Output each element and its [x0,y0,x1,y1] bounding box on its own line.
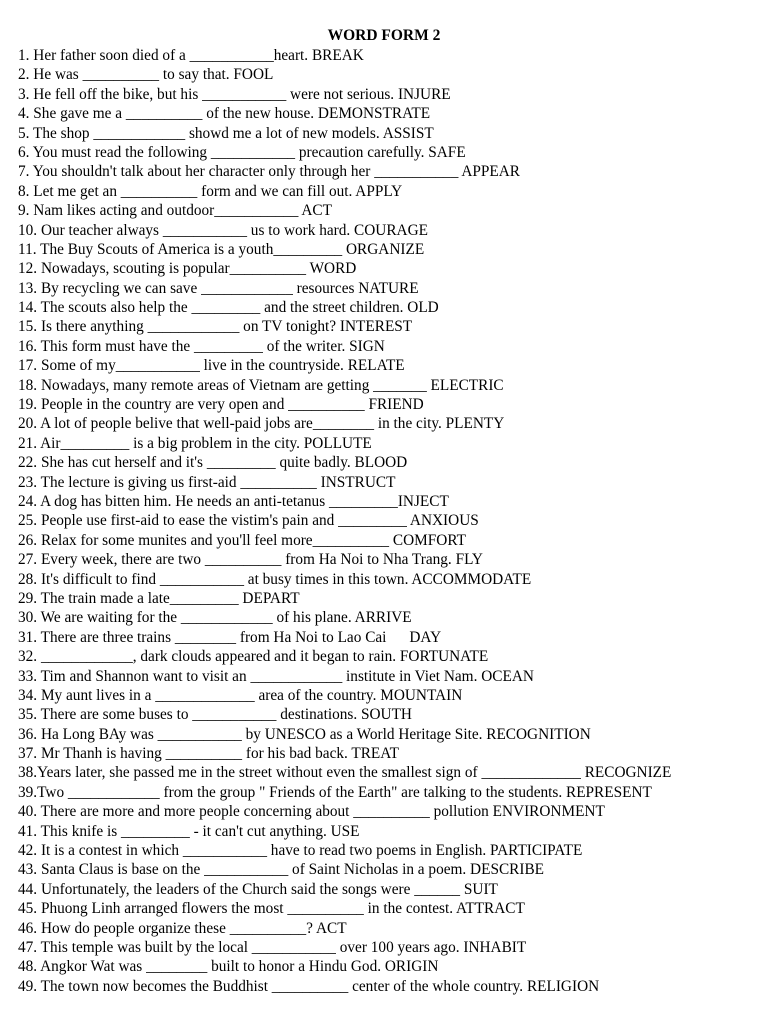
exercise-item: 4. She gave me a __________ of the new house. DEMONSTRATE [18,105,431,123]
exercise-item: 22. She has cut herself and it's _________ quite badly. BLOOD [18,454,408,472]
exercise-item: 18. Nowadays, many remote areas of Vietnam are getting _______ ELECTRIC [18,376,504,394]
worksheet-title: WORD FORM 2 [327,27,441,44]
exercise-item: 48. Angkor Wat was ________ built to honor a Hindu God. ORIGIN [18,958,439,976]
exercise-item: 39.Two ____________ from the group " Friends of the Earth" are talking to the students. REPRESENT [18,783,652,801]
exercise-item: 47. This temple was built by the local ___________ over 100 years ago. INHABIT [18,938,527,956]
exercise-item: 25. People use first-aid to ease the vistim's pain and _________ ANXIOUS [18,512,479,530]
exercise-item: 20. A lot of people belive that well-paid jobs are________ in the city. PLENTY [18,415,505,433]
exercise-item: 3. He fell off the bike, but his ___________ were not serious. INJURE [18,85,451,103]
exercise-item: 19. People in the country are very open and __________ FRIEND [18,396,424,414]
exercise-item: 14. The scouts also help the _________ and the street children. OLD [18,299,439,317]
exercise-item: 34. My aunt lives in a _____________ area of the country. MOUNTAIN [18,686,463,704]
exercise-item: 28. It's difficult to find ___________ at busy times in this town. ACCOMMODATE [18,570,532,588]
exercise-item: 13. By recycling we can save ____________ resources NATURE [18,279,419,297]
exercise-item: 8. Let me get an __________ form and we can fill out. APPLY [18,182,403,200]
exercise-item: 31. There are three trains ________ from Ha Noi to Lao Cai DAY [18,628,442,646]
exercise-item: 26. Relax for some munites and you'll feel more__________ COMFORT [18,531,466,549]
exercise-item: 6. You must read the following ___________ precaution carefully. SAFE [18,143,466,161]
exercise-item: 37. Mr Thanh is having __________ for his bad back. TREAT [18,745,399,763]
exercise-item: 15. Is there anything ____________ on TV tonight? INTEREST [18,318,413,336]
exercise-item: 24. A dog has bitten him. He needs an anti-tetanus _________INJECT [18,492,449,510]
exercise-item: 38.Years later, she passed me in the street without even the smallest sign of _____________ RECOGNIZE [18,764,672,782]
exercise-item: 45. Phuong Linh arranged flowers the most __________ in the contest. ATTRACT [18,900,525,918]
exercise-item: 36. Ha Long BAy was ___________ by UNESCO as a World Heritage Site. RECOGNITION [18,725,591,743]
exercise-list [18,46,764,996]
exercise-item: 32. ____________, dark clouds appeared and it began to rain. FORTUNATE [18,648,489,666]
exercise-item: 40. There are more and more people concerning about __________ pollution ENVIRONMENT [18,803,605,821]
exercise-item: 27. Every week, there are two __________ from Ha Noi to Nha Trang. FLY [18,551,483,569]
exercise-item: 10. Our teacher always ___________ us to work hard. COURAGE [18,221,428,239]
exercise-item: 43. Santa Claus is base on the ___________ of Saint Nicholas in a poem. DESCRIBE [18,861,544,879]
exercise-item: 12. Nowadays, scouting is popular__________ WORD [18,260,357,278]
exercise-item: 1. Her father soon died of a ___________heart. BREAK [18,47,364,64]
exercise-item: 35. There are some buses to ___________ destinations. SOUTH [18,706,412,724]
exercise-item: 46. How do people organize these __________? ACT [18,919,347,937]
exercise-item: 2. He was __________ to say that. FOOL [18,66,274,84]
exercise-item: 42. It is a contest in which ___________ have to read two poems in English. PARTICIPATE [18,842,583,860]
exercise-item: 49. The town now becomes the Buddhist __________ center of the whole country. RELIGION [18,977,600,995]
exercise-item: 11. The Buy Scouts of America is a youth_________ ORGANIZE [18,240,425,258]
exercise-item: 33. Tim and Shannon want to visit an ____________ institute in Viet Nam. OCEAN [18,667,534,685]
exercise-item: 16. This form must have the _________ of the writer. SIGN [18,337,385,355]
exercise-item: 5. The shop ____________ showd me a lot of new models. ASSIST [18,124,434,142]
exercise-item: 30. We are waiting for the ____________ of his plane. ARRIVE [18,609,412,627]
exercise-item: 41. This knife is _________ - it can't cut anything. USE [18,822,360,840]
exercise-item: 21. Air_________ is a big problem in the city. POLLUTE [18,434,372,452]
exercise-item: 23. The lecture is giving us first-aid __________ INSTRUCT [18,473,396,491]
exercise-item: 17. Some of my___________ live in the countryside. RELATE [18,357,405,375]
exercise-item: 9. Nam likes acting and outdoor___________ ACT [18,202,332,220]
exercise-item: 44. Unfortunately, the leaders of the Church said the songs were ______ SUIT [18,880,498,898]
exercise-item: 7. You shouldn't talk about her character only through her ___________ APPEAR [18,163,520,181]
exercise-item: 29. The train made a late_________ DEPART [18,589,300,607]
